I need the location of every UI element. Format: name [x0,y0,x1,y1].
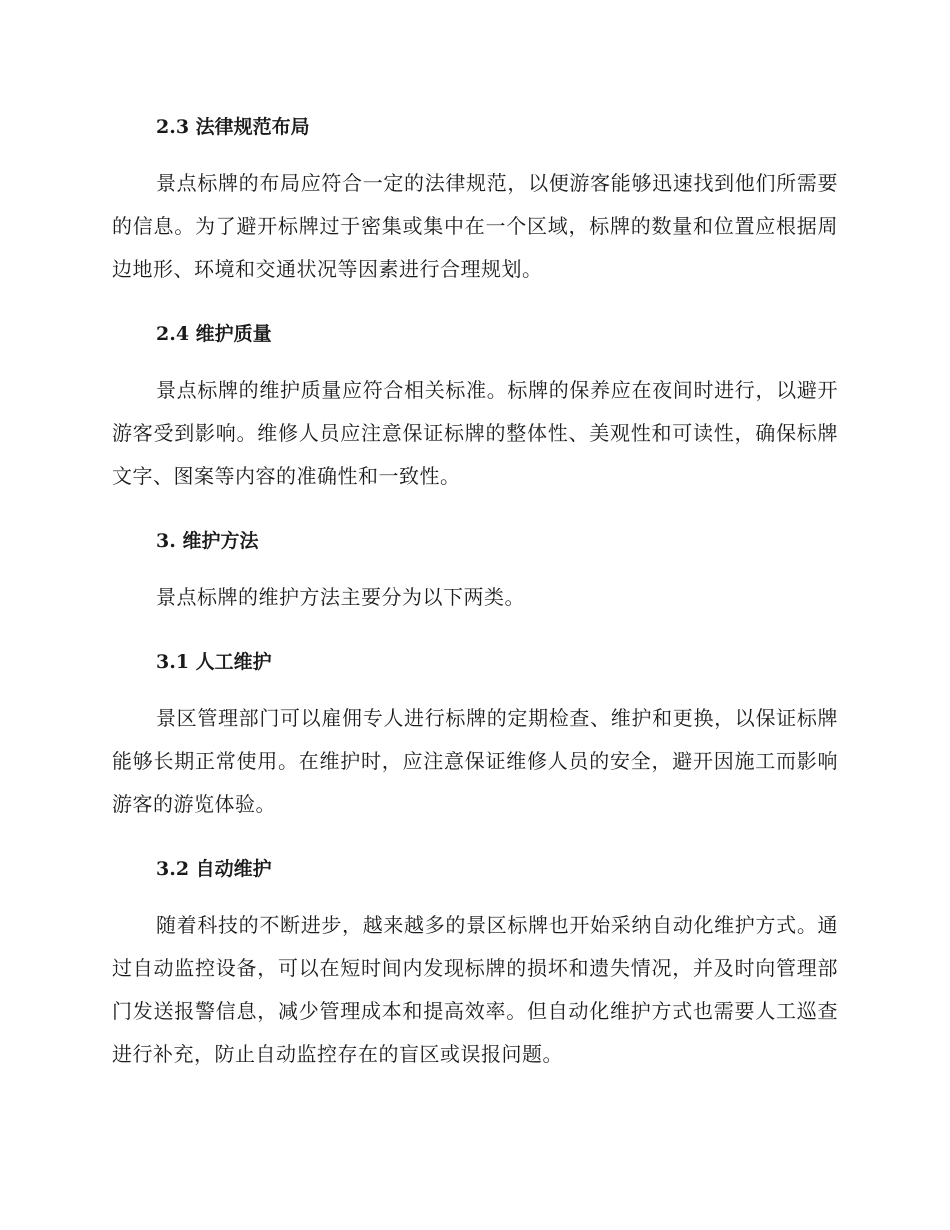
section-heading-2-4: 2.4 维护质量 [156,323,272,345]
section-paragraph-2-4: 景点标牌的维护质量应符合相关标准。标牌的保养应在夜间时进行，以避开游客受到影响。维修人员应注意保证标牌的整体性、美观性和可读性，确保标牌文字、图案等内容的准确性和一致性。 [112,378,838,488]
section-paragraph-3-1: 景区管理部门可以雇佣专人进行标牌的定期检查、维护和更换，以保证标牌能够长期正常使用。在维护时，应注意保证维修人员的安全，避开因施工而影响游客的游览体验。 [112,706,838,816]
section-heading-3-1: 3.1 人工维护 [156,651,272,673]
section-heading-3: 3. 维护方法 [156,530,259,552]
section-paragraph-2-3: 景点标牌的布局应符合一定的法律规范，以便游客能够迅速找到他们所需要的信息。为了避开标牌过于密集或集中在一个区域，标牌的数量和位置应根据周边地形、环境和交通状况等因素进行合理规划。 [112,171,838,281]
section-heading-2-3: 2.3 法律规范布局 [156,116,310,138]
section-heading-3-2: 3.2 自动维护 [156,858,272,880]
section-paragraph-3-2: 随着科技的不断进步，越来越多的景区标牌也开始采纳自动化维护方式。通过自动监控设备，可以在短时间内发现标牌的损坏和遗失情况，并及时向管理部门发送报警信息，减少管理成本和提高效率。但自动化维护方式也需要人工巡查进行补充，防止自动监控存在的盲区或误报问题。 [112,913,838,1066]
section-paragraph-3: 景点标牌的维护方法主要分为以下两类。 [156,585,525,609]
